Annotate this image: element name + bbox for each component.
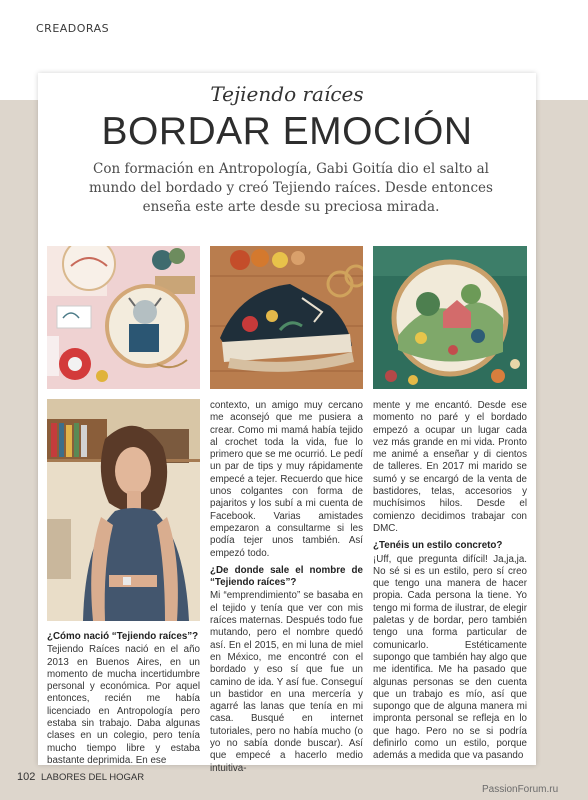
photo-embroidery-hoops bbox=[47, 246, 200, 389]
page-footer bbox=[17, 771, 144, 783]
text-column-3 bbox=[373, 400, 527, 763]
watermark: PassionForum.ru bbox=[482, 784, 559, 795]
section-label: CREADORAS bbox=[36, 22, 110, 35]
question-name: ¿De donde sale el nombre de “Tejiendo raíces”? bbox=[210, 564, 363, 589]
answer-name: Mi “emprendimiento” se basaba en el tejido y tenía que ver con mis raíces maternas. Después todo fue mutando, pero el nombre quedó así. En el 2015, en mi luna de miel en México, me encontré con el bordado y eso sí que fue un camino de ida. Y así fue. Conseguí un bastidor en una mercería y agarré las lanas que tenía en mi casa. Busqué en internet tutoriales, pero no había mucho (o yo no sabía donde buscar). Así que empecé a hacerlo medio intuitiva- bbox=[210, 590, 363, 774]
script-title: Tejiendo raíces bbox=[210, 82, 364, 106]
article-intro: Con formación en Antropología, Gabi Goitía dio el salto al mundo del bordado y creó Tejiendo raíces. Desde entonces enseña este arte desde su preciosa mirada. bbox=[89, 161, 493, 215]
question-origin: ¿Cómo nació “Tejiendo raíces”? bbox=[47, 631, 199, 642]
article-title: BORDAR EMOCIÓN bbox=[101, 110, 473, 153]
text-column-2 bbox=[210, 400, 363, 775]
answer-origin-part1: Tejiendo Raíces nació en el año 2013 en Buenos Aires, en un momento de mucha incertidumbre personal y económica. Por aquel entonces, recién me había licenciado en Antropología pero estaba sin trabajo. Daba algunas clases en un colegio, pero tenía mucho tiempo libre y estaba bastante deprimida. En ese bbox=[47, 644, 200, 766]
answer-name-part2: mente y me encantó. Desde ese momento no paré y el bordado empezó a ocupar un lugar cada vez más grande en mi vida. Pronto me animé a enseñar y di cientos de talleres. En 2017 mi marido se sumó y se encargó de la venta de bastidores, telas, accesorios y muchísimos hilos. Desde el comienzo decidimos trabajar con DMC. bbox=[373, 400, 527, 534]
photo-landscape-hoop bbox=[373, 246, 527, 389]
page-number: 102 bbox=[17, 771, 36, 783]
text-column-1 bbox=[47, 626, 200, 767]
photo-embroidered-sneaker bbox=[210, 246, 363, 389]
photo-gabi-goitia-portrait bbox=[47, 399, 200, 621]
answer-style: ¡Uff, que pregunta difícil! Ja,ja,ja. No sé si es un estilo, pero sí creo que tengo una manera de hacer propia. Cada persona la tiene. Yo tengo mi forma de ilustrar, de elegir paletas y de bordar, pero también tengo una forma particular de comunicarlo. Estéticamente supongo que también hay algo que me identifica. Me ha pasado que algunas personas se den cuenta que un trabajo es mío, así que supongo que de alguna manera mi impronta personal se refleja en lo que hago. Pero no se si podría definirlo como un estilo, porque además a medida que va pasando bbox=[373, 553, 527, 762]
question-style: ¿Tenéis un estilo concreto? bbox=[373, 540, 503, 552]
answer-origin-part2: contexto, un amigo muy cercano me aconsejó que me pusiera a crear. Como mi mamá había tejido al crochet toda la vida, fue lo primero que se me ocurrió. Le pedí un par de tips y muy rápidamente empecé a tejer. Recuerdo que hice unos colgantes con forma de pajaritos y los subí a mi cuenta de Facebook. Varias amistades empezaron a consultarme si les podía tejer unos también. Así empezó todo. bbox=[210, 400, 363, 559]
magazine-name: LABORES DEL HOGAR bbox=[41, 772, 145, 783]
